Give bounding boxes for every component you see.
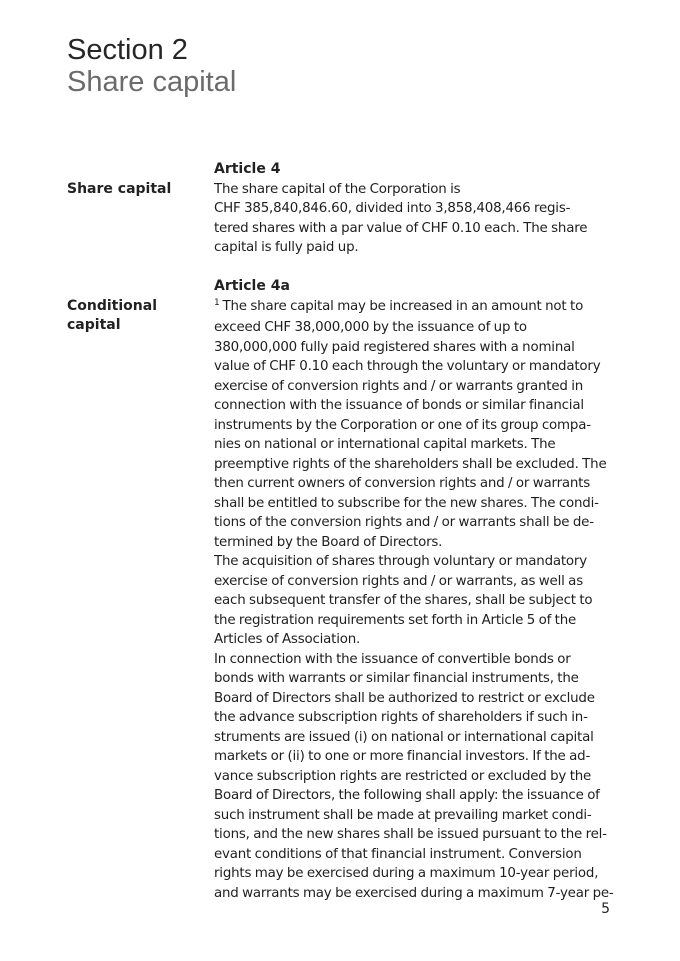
article-4a-line: the registration requirements set forth in Article 5 of the — [214, 612, 577, 628]
section-header — [67, 34, 236, 98]
article-4a-line: and warrants may be exercised during a maximum 7-year pe- — [214, 885, 614, 901]
article-4a-line: exceed CHF 38,000,000 by the issuance of up to — [214, 320, 527, 335]
article-4a-line: Board of Directors, the following shall apply: the issuance of — [214, 788, 600, 803]
article-4a-line: Board of Directors shall be authorized to restrict or exclude — [214, 690, 595, 706]
article-4a-line: then current owners of conversion rights and / or warrants — [214, 476, 591, 491]
section-number: Section 2 — [67, 34, 188, 66]
article-4a-line: markets or (ii) to one or more financial investors. If the ad- — [214, 749, 591, 764]
article-4a-line: each subsequent transfer of the shares, shall be subject to — [214, 593, 593, 608]
side-label-line: capital — [67, 317, 121, 333]
article-4a-line: exercise of conversion rights and / or warrants granted in — [214, 378, 584, 394]
article-4a-line: exercise of conversion rights and / or warrants, as well as — [214, 573, 583, 589]
article-4a-line: The acquisition of shares through voluntary or mandatory — [214, 554, 587, 569]
article-4a-line: In connection with the issuance of convertible bonds or — [214, 651, 571, 667]
article-4-line: capital is fully paid up. — [214, 240, 359, 255]
article-4a-heading: Article 4a — [214, 278, 290, 294]
article-4a-line: tions, and the new shares shall be issued pursuant to the rel- — [214, 827, 607, 842]
article-4a-line — [214, 297, 614, 319]
article-4-line: The share capital of the Corporation is — [214, 181, 461, 197]
article-4-content — [214, 160, 614, 258]
article-4a-line: evant conditions of that financial instrument. Conversion — [214, 846, 582, 862]
article-4a-line: connection with the issuance of bonds or similar financial — [214, 398, 584, 413]
article-4a-content — [214, 277, 614, 903]
article-4-body — [214, 180, 614, 258]
article-4a-line: instruments by the Corporation or one of its group compa- — [214, 417, 591, 433]
article-4-line: tered shares with a par value of CHF 0.10 each. The share — [214, 220, 588, 236]
article-4-heading: Article 4 — [214, 161, 281, 177]
article-4a-line: struments are issued (i) on national or international capital — [214, 729, 594, 745]
article-4-line: CHF 385,840,846.60, divided into 3,858,408,466 regis- — [214, 201, 571, 216]
article-4a-line: such instrument shall be made at prevailing market condi- — [214, 807, 592, 823]
article-4a-line-text: The share capital may be increased in an amount not to — [222, 298, 584, 314]
article-4a-body — [214, 297, 614, 904]
article-4a-line: tions of the conversion rights and / or warrants shall be de- — [214, 515, 594, 530]
article-4a-line: bonds with warrants or similar financial instruments, the — [214, 671, 579, 686]
article-4a-line: preemptive rights of the shareholders shall be excluded. The — [214, 456, 607, 472]
article-4a-line: nies on national or international capital markets. The — [214, 437, 556, 452]
article-4a-line: vance subscription rights are restricted or excluded by the — [214, 768, 592, 784]
article-4a-line: Articles of Association. — [214, 632, 361, 647]
article-4a-line: value of CHF 0.10 each through the voluntary or mandatory — [214, 359, 601, 374]
section-title: Share capital — [67, 66, 237, 98]
page-number: 5 — [601, 901, 610, 917]
footnote-mark: 1 — [214, 297, 220, 308]
article-4a-side-label — [67, 297, 207, 336]
article-4a-line: shall be entitled to subscribe for the new shares. The condi- — [214, 495, 599, 511]
article-4-side-label: Share capital — [67, 180, 172, 197]
article-4a-line: termined by the Board of Directors. — [214, 534, 443, 550]
article-4a-line: the advance subscription rights of shareholders if such in- — [214, 710, 588, 725]
article-4a-line: rights may be exercised during a maximum 10-year period, — [214, 866, 599, 881]
side-label-line: Conditional — [67, 297, 158, 314]
article-4a-line: 380,000,000 fully paid registered shares with a nominal — [214, 339, 575, 355]
